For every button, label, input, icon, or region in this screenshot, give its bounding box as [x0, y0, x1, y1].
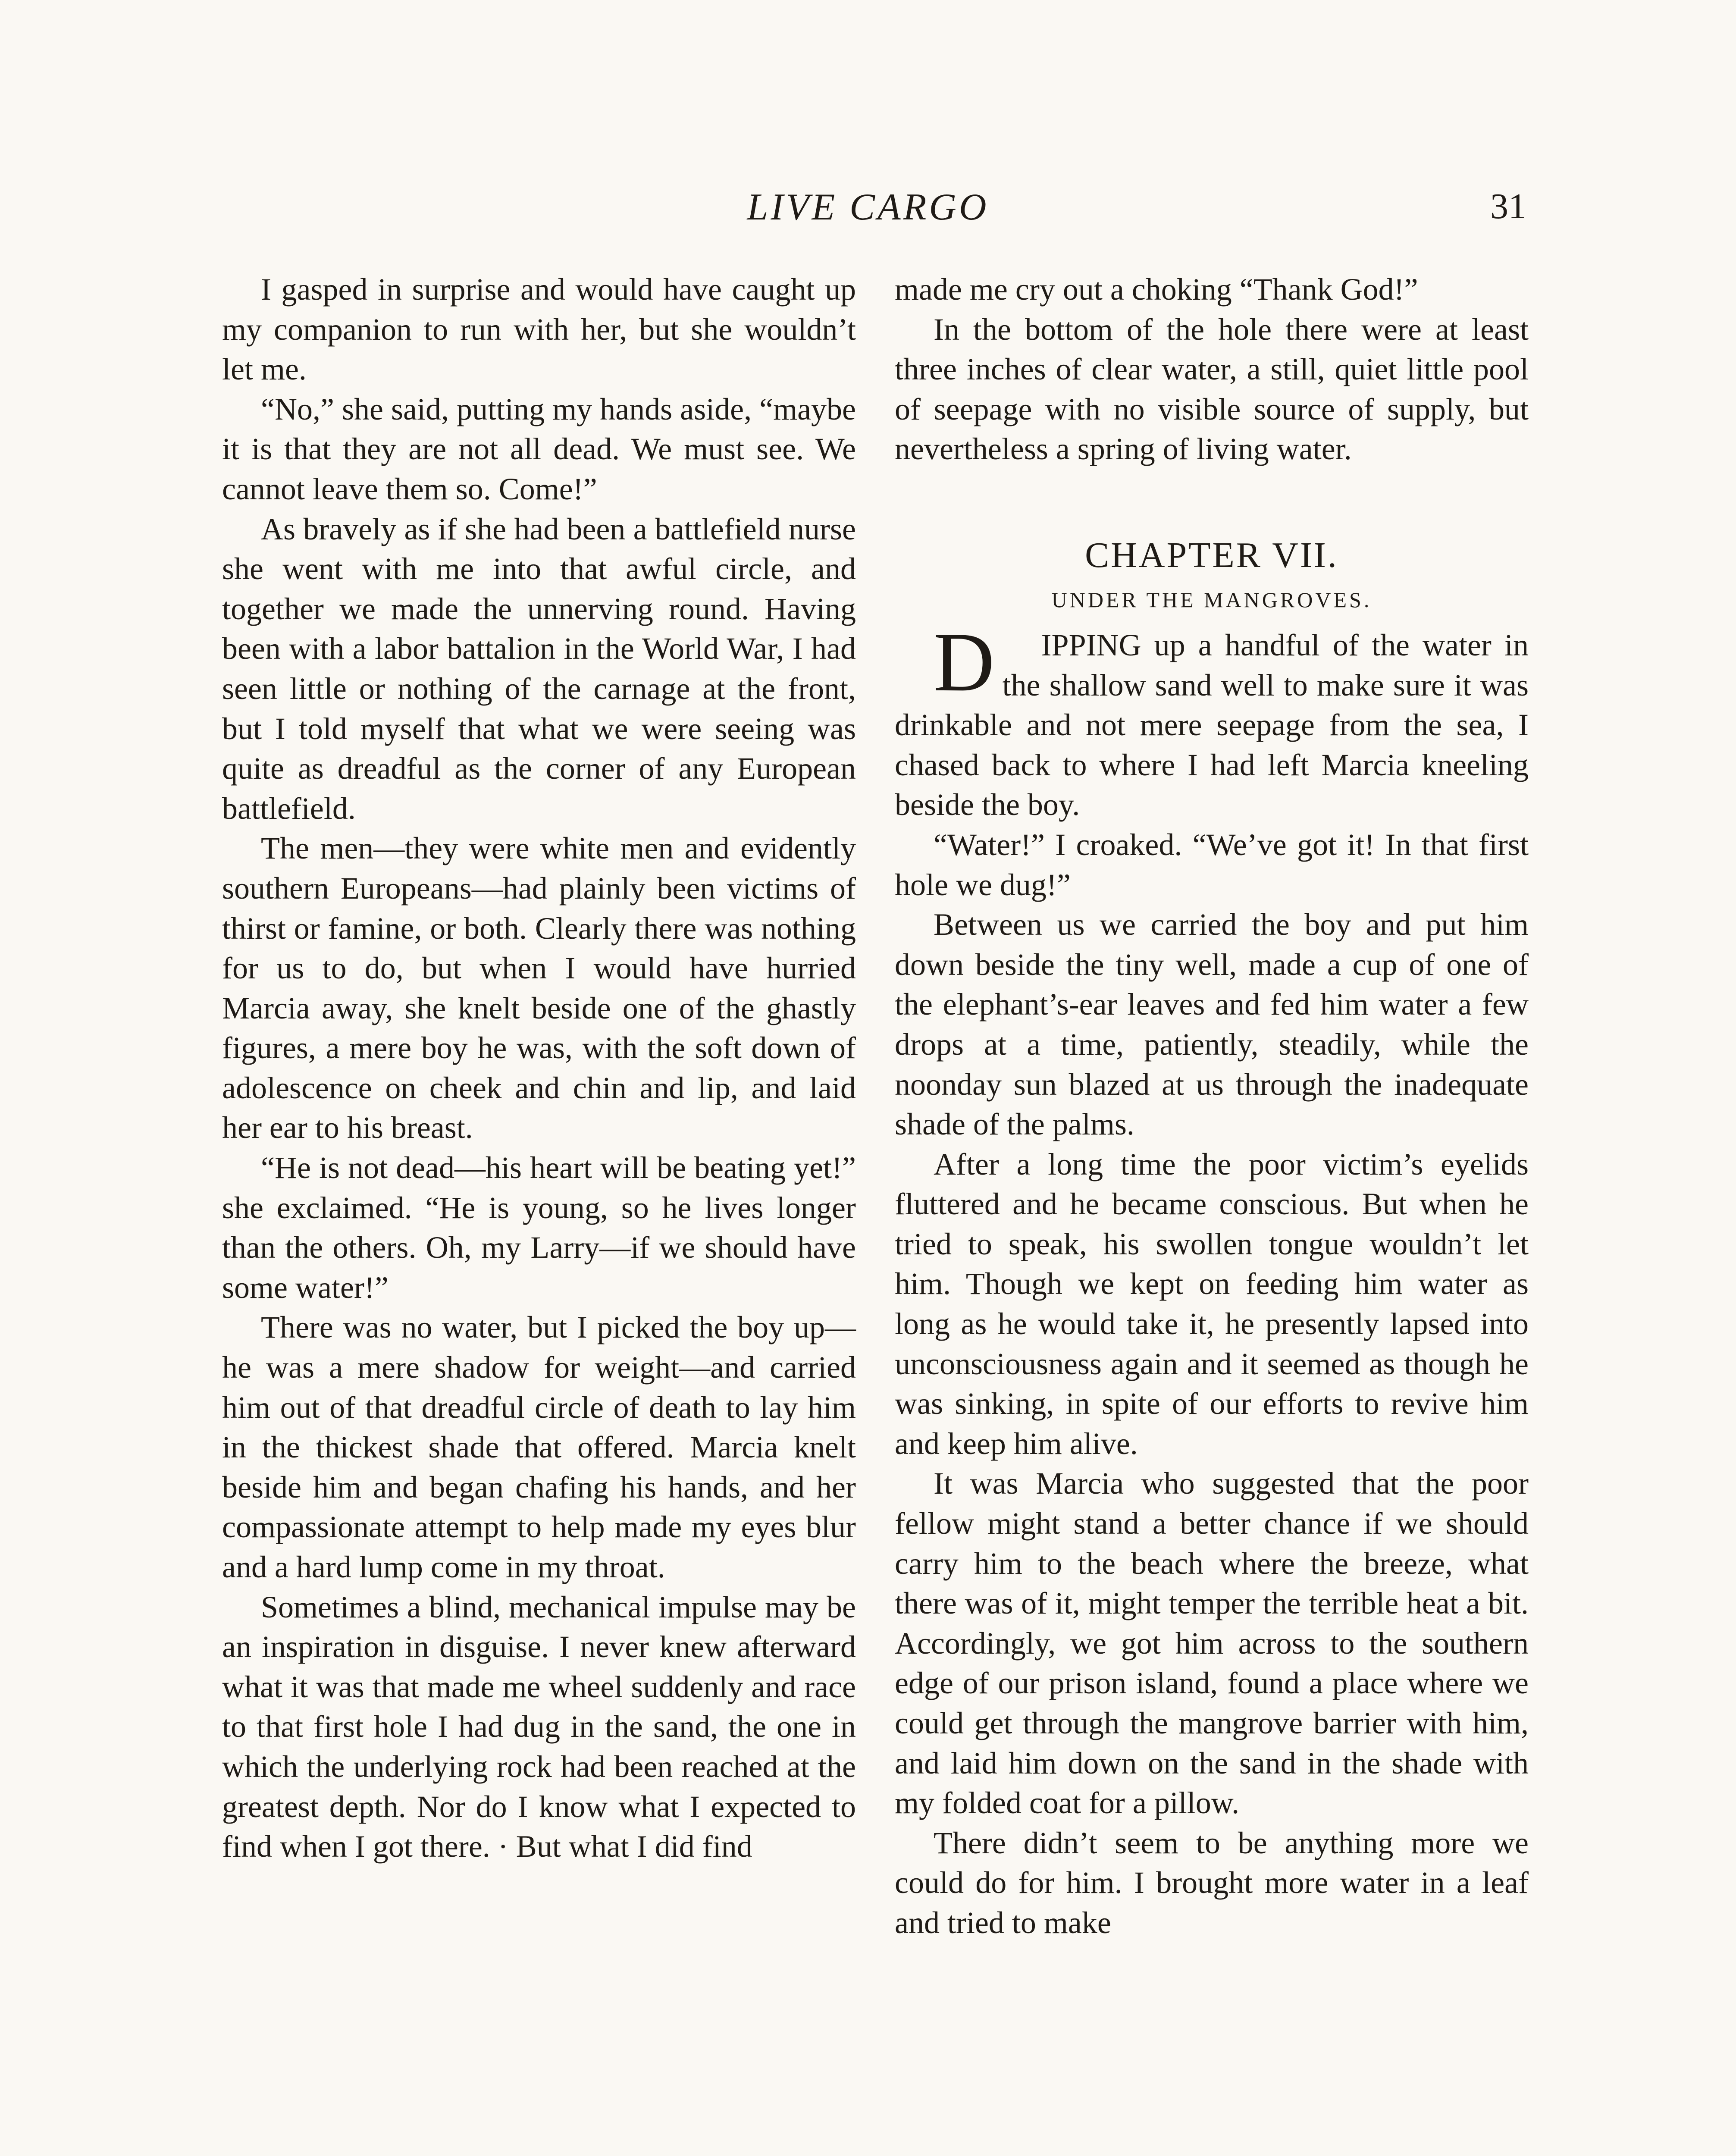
paragraph: The men—they were white men and evidently southern Europeans—had plainly been victims of thirst or famine, or both. Clearly there was nothing for us to do, but when I would have hurried Marcia away, she knelt beside one of the ghastly figures, a mere boy he was, with the soft down of adolescence on cheek and chin and lip, and laid her ear to his breast. [222, 831, 856, 1145]
paragraph: As bravely as if she had been a battlefield nurse she went with me into that awful circle, and together we made the unnerving round. Having been with a labor battalion in the World War, I had seen little or nothing of the carnage at the front, but I told myself that what we were seeing was quite as dreadful as the corner of any European battlefield. [222, 511, 856, 826]
opening-paragraph-text: IPPING up a handful of the water in the shallow sand well to make sure it was drinkable and not mere seepage from the sea, I chased back to where I had left Marcia kneeling beside the boy. [895, 627, 1529, 822]
paragraph: After a long time the poor victim’s eyelids fluttered and he became conscious. But when he tried to speak, his swollen tongue wouldn’t let him. Though we kept on feeding him water as long as he would take it, he presently lapsed into unconsciousness again and it seemed as though he was sinking, in spite of our efforts to revive him and keep him alive. [895, 1147, 1529, 1461]
paragraph: In the bottom of the hole there were at least three inches of clear water, a still, quiet little pool of seepage with no visible source of supply, but nevertheless a spring of living water. [895, 312, 1529, 467]
paragraph: I gasped in surprise and would have caught up my companion to run with her, but she wouldn’t let me. [222, 272, 856, 387]
running-title: LIVE CARGO [747, 186, 989, 228]
continued-paragraph: made me cry out a choking “Thank God!” [895, 272, 1418, 307]
paragraph: It was Marcia who suggested that the poor fellow might stand a better chance if we should carry him to the beach where the breeze, what there was of it, might temper the terrible heat a bit. Accordingly, we got him across to the southern edge of our prison island, found a place where we could get through the mangrove barrier with him, and laid him down on the sand in the shade with my folded coat for a pillow. [895, 1466, 1529, 1821]
paragraph: There didn’t seem to be anything more we could do for him. I brought more water in a leaf and tried to make [895, 1825, 1529, 1940]
right-column [895, 270, 1529, 1943]
chapter-subtitle: UNDER THE MANGROVES. [1051, 587, 1372, 612]
drop-cap: D [934, 615, 995, 709]
paragraph: Sometimes a blind, mechanical impulse may be an inspiration in disguise. I never knew afterward what it was that made me wheel suddenly and race to that first hole I had dug in the sand, the one in which the underlying rock had been reached at the greatest depth. Nor do I know what I expected to find when I got there. · But what I did find [222, 1589, 856, 1864]
paragraph: “Water!” I croaked. “We’ve got it! In that first hole we dug!” [895, 827, 1529, 902]
left-column [222, 270, 856, 1867]
paragraph: Between us we carried the boy and put him down beside the tiny well, made a cup of one of the elephant’s-ear leaves and fed him water a few drops at a time, patiently, steadily, while the noonday sun blazed at us through the inadequate shade of the palms. [895, 907, 1529, 1142]
chapter-opening-paragraph [895, 615, 1529, 825]
paragraph: “He is not dead—his heart will be beating yet!” she exclaimed. “He is young, so he lives longer than the others. Oh, my Larry—if we should have some water!” [222, 1150, 856, 1305]
chapter-heading: CHAPTER VII. [1085, 535, 1338, 575]
paragraph: There was no water, but I picked the boy up—he was a mere shadow for weight—and carried him out of that dreadful circle of death to lay him in the thickest shade that offered. Marcia knelt beside him and began chafing his hands, and her compassionate attempt to help made my eyes blur and a hard lump come in my throat. [222, 1310, 856, 1584]
paragraph: “No,” she said, putting my hands aside, “maybe it is that they are not all dead. We must see. We cannot leave them so. Come!” [222, 392, 856, 506]
page-number: 31 [1490, 186, 1526, 226]
